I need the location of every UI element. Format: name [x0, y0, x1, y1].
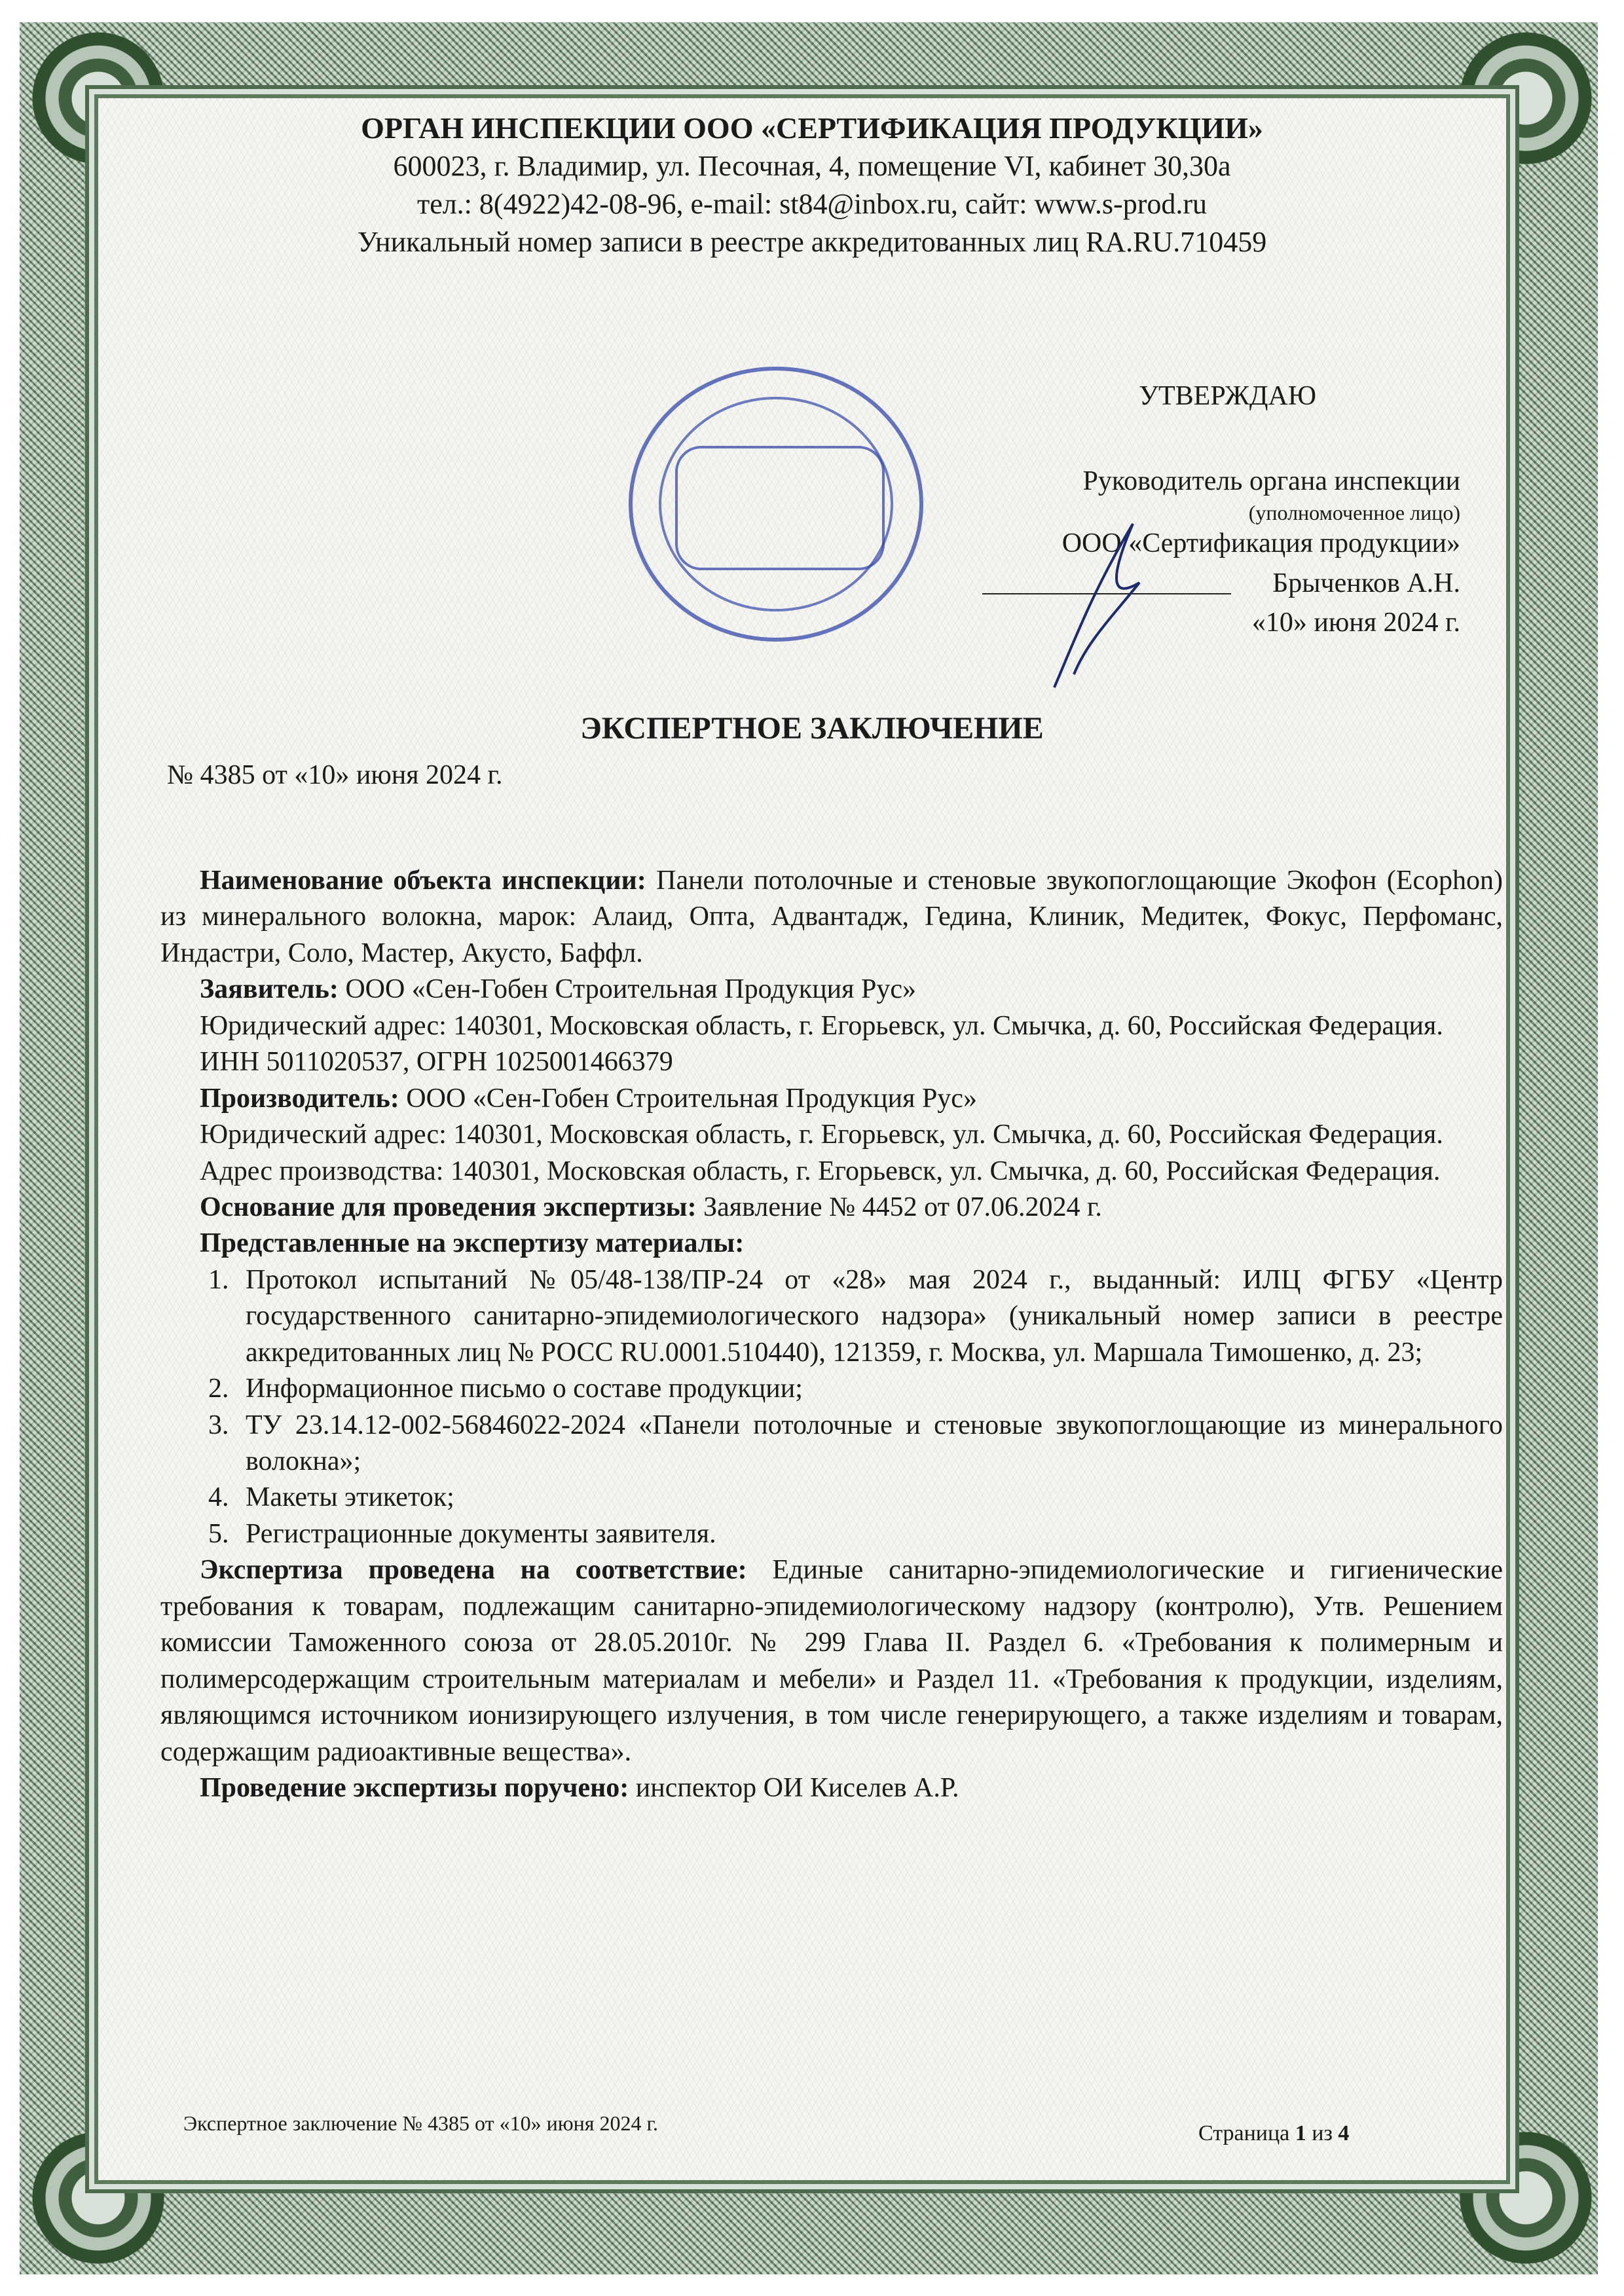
assigned-text: инспектор ОИ Киселев А.Р. — [635, 1772, 959, 1803]
list-item: 1. Протокол испытаний №05/48-138/ПР-24 от «28» мая 2024 г., выданный: ИЛЦ ФГБУ «Центр государственного санитарно-эпидемиологического надзора» (уникальный номер записи в реестре аккредитованных лиц № РОСС RU.0001.510440), 121359, г. Москва, ул. Маршала Тимошенко, д. 23; — [236, 1262, 1503, 1371]
organization-title: ОРГАН ИНСПЕКЦИИ ООО «СЕРТИФИКАЦИЯ ПРОДУКЦИИ» — [361, 111, 1263, 145]
assigned-paragraph — [160, 1770, 1503, 1806]
page-word: Страница — [1198, 2121, 1290, 2145]
organization-registry: Уникальный номер записи в реестре аккредитованных лиц RA.RU.710459 — [357, 226, 1267, 258]
approval-org: ООО «Сертификация продукции» — [1061, 528, 1460, 558]
applicant-text: ООО «Сен-Гобен Строительная Продукция Рус» — [345, 974, 916, 1005]
approval-date: «10» июня 2024 г. — [1251, 608, 1460, 638]
compliance-text: Единые санитарно-эпидемиологические и гигиенические требования к товарам, подлежащим санитарно-эпидемиологическому надзору (контролю), Утв. Решением комиссии Таможенного союза от 28.05.2010г. № 299 Глава II. Раздел 6. «Требования к полимерным и полимерсодержащим строительным материалам и мебели» и Раздел 11. «Требования к продукции, изделиям, являющимся источником ионизирующего излучения, в том числе генерирующего, а также изделиям и товарам, содержащим радиоактивные вещества». — [160, 1555, 1503, 1767]
organization-address: 600023, г. Владимир, ул. Песочная, 4, помещение VI, кабинет 30,30а — [393, 150, 1231, 182]
list-item: 4. Макеты этикеток; — [236, 1480, 1503, 1516]
compliance-paragraph — [160, 1552, 1503, 1770]
applicant-paragraph — [160, 972, 1503, 1008]
page-of: из — [1312, 2121, 1333, 2145]
page-current: 1 — [1295, 2121, 1306, 2145]
approval-authorized: (уполномоченное лицо) — [1248, 501, 1460, 524]
list-item: 3. ТУ 23.14.12-002-56846022-2024 «Панели потолочные и стеновые звукопоглощающие из минерального волокна»; — [236, 1408, 1503, 1480]
approval-position: Руководитель органа инспекции — [1082, 466, 1460, 496]
page-total: 4 — [1338, 2121, 1350, 2145]
assigned-label: Проведение экспертизы поручено: — [200, 1772, 629, 1803]
footer-document-ref: Экспертное заключение № 4385 от «10» июня 2024 г. — [183, 2111, 658, 2135]
list-item: 2. Информационное письмо о составе продукции; — [236, 1371, 1503, 1407]
applicant-ids: ИНН 5011020537, ОГРН 1025001466379 — [200, 1047, 673, 1078]
manufacturer-prod-address: Адрес производства: 140301, Московская область, г. Егорьевск, ул. Смычка, д. 60, Российская Федерация. — [200, 1156, 1441, 1186]
object-paragraph — [160, 863, 1503, 972]
applicant-label: Заявитель: — [200, 974, 339, 1005]
document-number: № 4385 от «10» июня 2024 г. — [167, 760, 503, 790]
applicant-address: Юридический адрес: 140301, Московская область, г. Егорьевск, ул. Смычка, д. 60, Российская Федерация. — [200, 1010, 1443, 1041]
compliance-label: Экспертиза проведена на соответствие: — [200, 1555, 747, 1586]
manufacturer-legal-address: Юридический адрес: 140301, Московская область, г. Егорьевск, ул. Смычка, д. 60, Российская Федерация. — [200, 1120, 1443, 1150]
approval-title: УТВЕРЖДАЮ — [1139, 381, 1316, 411]
list-item: 5. Регистрационные документы заявителя. — [236, 1516, 1503, 1552]
basis-label: Основание для проведения экспертизы: — [200, 1192, 697, 1222]
manufacturer-paragraph — [160, 1081, 1503, 1117]
handwritten-signature — [1035, 511, 1166, 694]
document-body — [160, 863, 1503, 1806]
manufacturer-label: Производитель: — [200, 1083, 399, 1114]
basis-paragraph — [160, 1190, 1503, 1226]
materials-label: Представленные на экспертизу материалы: — [200, 1228, 745, 1259]
organization-contacts: тел.: 8(4922)42-08-96, e-mail: st84@inbox.ru, сайт: www.s-prod.ru — [416, 188, 1208, 220]
materials-list — [160, 1262, 1503, 1553]
object-text: Панели потолочные и стеновые звукопоглощающие Экофон (Ecophon) из минерального волокна, марок: Алаид, Опта, Адвантадж, Гедина, Клиник, Медитек, Фокус, Перфоманс, Индастри, Соло, Мастер, Акусто, Баффл. — [160, 866, 1503, 968]
materials-heading — [160, 1226, 1503, 1262]
page-counter — [1198, 2121, 1349, 2146]
manufacturer-text: ООО «Сен-Гобен Строительная Продукция Рус» — [406, 1083, 977, 1114]
document-title: ЭКСПЕРТНОЕ ЗАКЛЮЧЕНИЕ — [580, 711, 1044, 746]
object-label: Наименование объекта инспекции: — [200, 866, 646, 896]
basis-text: Заявление № 4452 от 07.06.2024 г. — [703, 1192, 1102, 1222]
stamp-center-frame — [675, 446, 885, 570]
approval-name: Брыченков А.Н. — [1272, 568, 1460, 598]
